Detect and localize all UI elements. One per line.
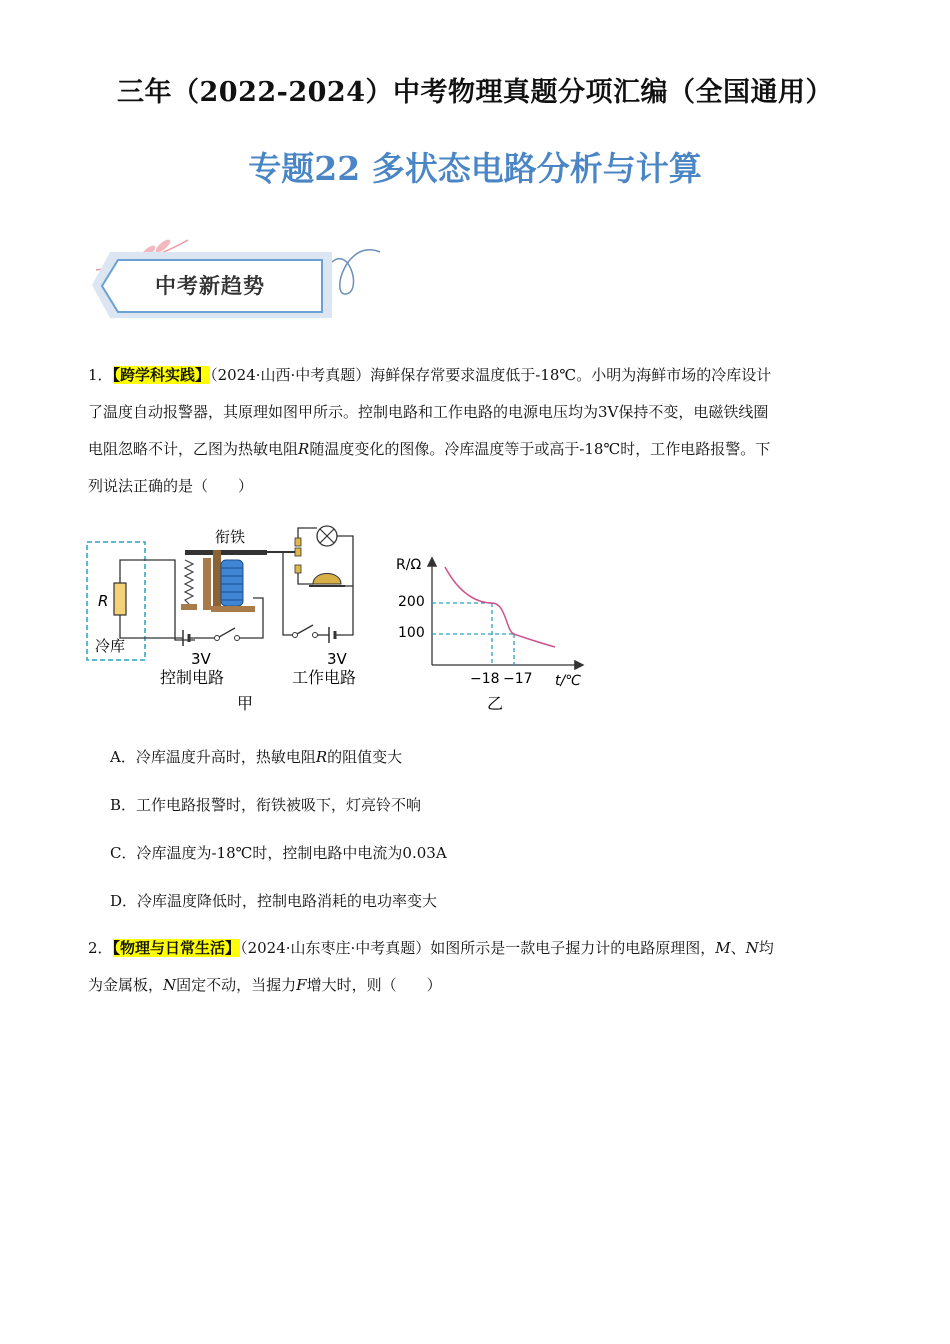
topic-subtitle: 专题22 多状态电路分析与计算 bbox=[248, 149, 702, 188]
question-tag: 【物理与日常生活】 bbox=[112, 939, 241, 957]
question-1-line-3 bbox=[88, 431, 868, 468]
option-text: 冷库温度为-18℃时，控制电路中电流为0.03A bbox=[136, 844, 447, 862]
bell-icon bbox=[313, 574, 341, 585]
question-1-line-2: 了温度自动报警器，其原理如图甲所示。控制电路和工作电路的电源电压均为3V保持不变，电磁铁线圈 bbox=[88, 403, 769, 421]
question-text: 增大时，则（ ） bbox=[306, 976, 442, 994]
question-text: 均 bbox=[758, 939, 774, 957]
variable-N: N bbox=[745, 939, 759, 957]
control-voltage: 3V bbox=[191, 650, 211, 668]
section-banner-label: 中考新趋势 bbox=[155, 274, 265, 298]
question-1-line-4: 列说法正确的是（ ） bbox=[88, 477, 254, 495]
variable-R: R bbox=[298, 440, 310, 458]
electromagnet-coil-icon bbox=[221, 560, 243, 606]
option-d[interactable] bbox=[110, 890, 437, 911]
option-text: 工作电路报警时，衔铁被吸下，灯亮铃不响 bbox=[136, 796, 422, 814]
figure-yi-caption: 乙 bbox=[487, 694, 504, 713]
resistor-label: R bbox=[98, 592, 109, 610]
question-text: 固定不动，当握力 bbox=[176, 976, 297, 994]
x-tick-minus-17: −17 bbox=[503, 671, 533, 687]
spring-icon bbox=[185, 560, 193, 604]
question-number: 2． bbox=[88, 939, 113, 957]
work-voltage: 3V bbox=[327, 650, 347, 668]
question-2-line-2 bbox=[88, 967, 868, 1004]
question-text: 随温度变化的图像。冷库温度等于或高于-18℃时，工作电路报警。下 bbox=[309, 440, 771, 458]
option-label: B． bbox=[110, 796, 137, 814]
variable-R: R bbox=[315, 748, 328, 766]
question-text: （2024·山西·中考真题）海鲜保存常要求温度低于-18℃。小明为海鲜市场的冷库设计 bbox=[210, 366, 772, 384]
question-text: 电阻忽略不计，乙图为热敏电阻 bbox=[88, 440, 299, 458]
question-2-line-1 bbox=[88, 930, 868, 967]
x-tick-minus-18: −18 bbox=[470, 671, 500, 687]
option-label: C． bbox=[110, 844, 137, 862]
question-text: 为金属板， bbox=[88, 976, 164, 994]
control-circuit-label: 控制电路 bbox=[160, 668, 225, 687]
variable-F: F bbox=[296, 976, 307, 994]
work-circuit-label: 工作电路 bbox=[292, 668, 357, 687]
option-text: 冷库温度降低时，控制电路消耗的电功率变大 bbox=[137, 892, 438, 910]
option-c[interactable] bbox=[110, 842, 447, 863]
option-a[interactable] bbox=[110, 746, 402, 767]
question-2 bbox=[88, 930, 868, 1004]
option-text: 的阻值变大 bbox=[327, 748, 403, 766]
option-label: D． bbox=[110, 892, 138, 910]
document-title: 三年（2022-2024）中考物理真题分项汇编（全国通用） bbox=[117, 77, 833, 108]
armature-bar bbox=[185, 550, 267, 555]
question-1-line-1 bbox=[88, 357, 868, 394]
option-b[interactable] bbox=[110, 794, 421, 815]
question-tag: 【跨学科实践】 bbox=[112, 366, 211, 384]
figure-yi-chart bbox=[390, 545, 595, 715]
squiggle-icon bbox=[332, 250, 380, 294]
armature-label: 衔铁 bbox=[215, 528, 246, 546]
variable-M: M bbox=[715, 939, 731, 957]
figure-jia-caption: 甲 bbox=[237, 694, 254, 713]
option-text: 冷库温度升高时，热敏电阻 bbox=[135, 748, 316, 766]
resistance-curve bbox=[445, 567, 555, 647]
y-tick-200: 200 bbox=[398, 594, 425, 610]
option-label: A． bbox=[110, 748, 136, 766]
question-number: 1． bbox=[88, 366, 113, 384]
variable-N: N bbox=[163, 976, 177, 994]
thermistor-icon bbox=[114, 583, 126, 615]
y-axis-label: R/Ω bbox=[396, 557, 422, 573]
figure-jia-circuit bbox=[85, 520, 385, 720]
iron-core-icon bbox=[203, 558, 211, 610]
question-text: （2024·山东枣庄·中考真题）如图所示是一款电子握力计的电路原理图， bbox=[240, 939, 716, 957]
x-axis-label: t/℃ bbox=[555, 673, 581, 689]
separator: 、 bbox=[730, 939, 746, 957]
coldroom-label: 冷库 bbox=[95, 637, 126, 655]
y-tick-100: 100 bbox=[398, 625, 425, 641]
question-1 bbox=[88, 357, 868, 505]
